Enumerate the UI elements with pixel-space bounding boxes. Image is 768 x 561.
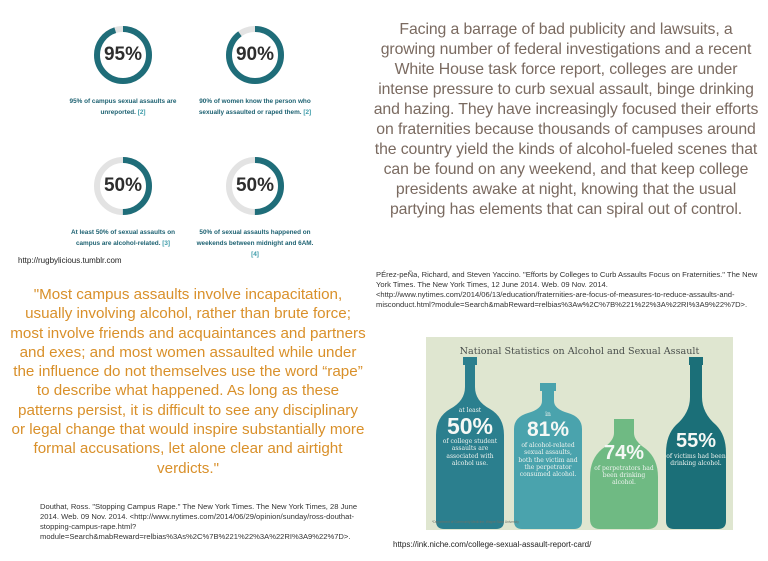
- bottle-pre: in: [545, 411, 551, 418]
- infographic-footnote: *Department of Community Medicine, Wayne State University: [432, 520, 519, 524]
- stat-ref-link[interactable]: [3]: [162, 240, 171, 247]
- bottle-value: 74%: [603, 442, 645, 464]
- stat-card: [195, 24, 315, 118]
- source-link-niche[interactable]: https://ink.niche.com/college-sexual-assault-report-card/: [393, 540, 592, 549]
- bottle-post: of college student assaults are associated with alcohol use.: [442, 438, 498, 467]
- stat-value: 95%: [103, 44, 143, 65]
- stat-caption-text: 90% of women know the person who sexually assaulted or raped them.: [198, 98, 311, 116]
- pull-quote: "Most campus assaults involve incapacitation, usually involving alcohol, rather than brute force; most involve friends and acquaintances and partners and exes; and most women assaulted while under the influence do not themselves use the word “rape” to describe what happened. As long as these patterns persist, it is difficult to see any disciplinary or legal change that would inspire substantially more formal accusations, let alone clear and airtight verdicts.": [10, 286, 366, 477]
- bottle-pre: at least: [458, 407, 482, 414]
- source-link-tumblr[interactable]: http://rugbylicious.tumblr.com: [18, 256, 122, 265]
- stat-value: 50%: [103, 175, 143, 196]
- bottle-stat: [518, 411, 578, 478]
- stat-caption-text: At least 50% of sexual assaults on campus are alcohol-related.: [70, 229, 176, 247]
- article-excerpt: Facing a barrage of bad publicity and lawsuits, a growing number of federal investigations and a recent White House task force report, colleges are under intense pressure to curb sexual assault, binge drinking and hazing. They have increasingly focused their efforts on fraternities because thousands of campuses around the country yield the kinds of alcohol-fueled scenes that can be found on any weekend, and that keep college presidents awake at night, knowing that the usual partying has elements that can spiral out of control.: [373, 21, 759, 218]
- article-citation: PÉrez-peÑa, Richard, and Steven Yaccino. "Efforts by Colleges to Curb Assaults Focus on Fraternities." The New York Times. The New York Times, 12 June 2014. Web. 09 Nov. 2014. <http://www.nytimes.com/2014/06/13/education/fraternities-are-focus-of-measures-to-reduce-assaults-and-misconduct.html?module=Search&mabReward=relbias%3Aw%2C%7B%221%22%3A%22RI%3A9%22%7D>.: [376, 270, 758, 309]
- donut-chart: [92, 155, 154, 217]
- bottle-value: 50%: [446, 413, 494, 440]
- stat-caption: [195, 96, 315, 118]
- stat-ref-link[interactable]: [4]: [251, 251, 259, 258]
- stat-caption: [63, 227, 183, 249]
- bottle-post: of victims had been drinking alcohol.: [666, 453, 726, 468]
- donut-chart: [224, 24, 286, 86]
- bottle-value: 81%: [526, 418, 570, 442]
- donut-chart: [92, 24, 154, 86]
- bottle-post: of alcohol-related sexual assaults, both the victim and the perpetrator consumed alcohol.: [518, 442, 578, 479]
- stat-ref-link[interactable]: [2]: [303, 109, 312, 116]
- stat-caption-text: 50% of sexual assaults happened on weekends between midnight and 6AM.: [196, 229, 314, 247]
- stat-caption-text: 95% of campus sexual assaults are unreported.: [69, 98, 177, 116]
- bottle-stat: [592, 441, 656, 487]
- stat-card: [63, 155, 183, 249]
- stat-card: [63, 24, 183, 118]
- bottle-value: 55%: [675, 430, 717, 452]
- infographic-title: National Statistics on Alcohol and Sexual Assault: [459, 346, 700, 357]
- stat-card: [195, 155, 315, 260]
- donut-chart: [224, 155, 286, 217]
- stat-ref-link[interactable]: [2]: [137, 109, 146, 116]
- stat-value: 90%: [235, 44, 275, 65]
- alcohol-infographic: [426, 337, 733, 530]
- quote-citation: Douthat, Ross. "Stopping Campus Rape." The New York Times. The New York Times, 28 June 2014. Web. 09 Nov. 2014. <http://www.nytimes.com/2014/06/29/opinion/sunday/ross-douthat-stopping-campus-rape.html?module=Search&mabReward=relbias%3As%2C%7B%221%22%3A%22RI%3A9%22%7D>.: [40, 502, 358, 541]
- stat-value: 50%: [235, 175, 275, 196]
- stat-caption: [63, 96, 183, 118]
- bottle-stat: [666, 429, 726, 467]
- stat-caption: [195, 227, 315, 260]
- bottle-post: of perpetrators had been drinking alcohol.: [594, 465, 654, 487]
- bottle-stat: [438, 407, 502, 467]
